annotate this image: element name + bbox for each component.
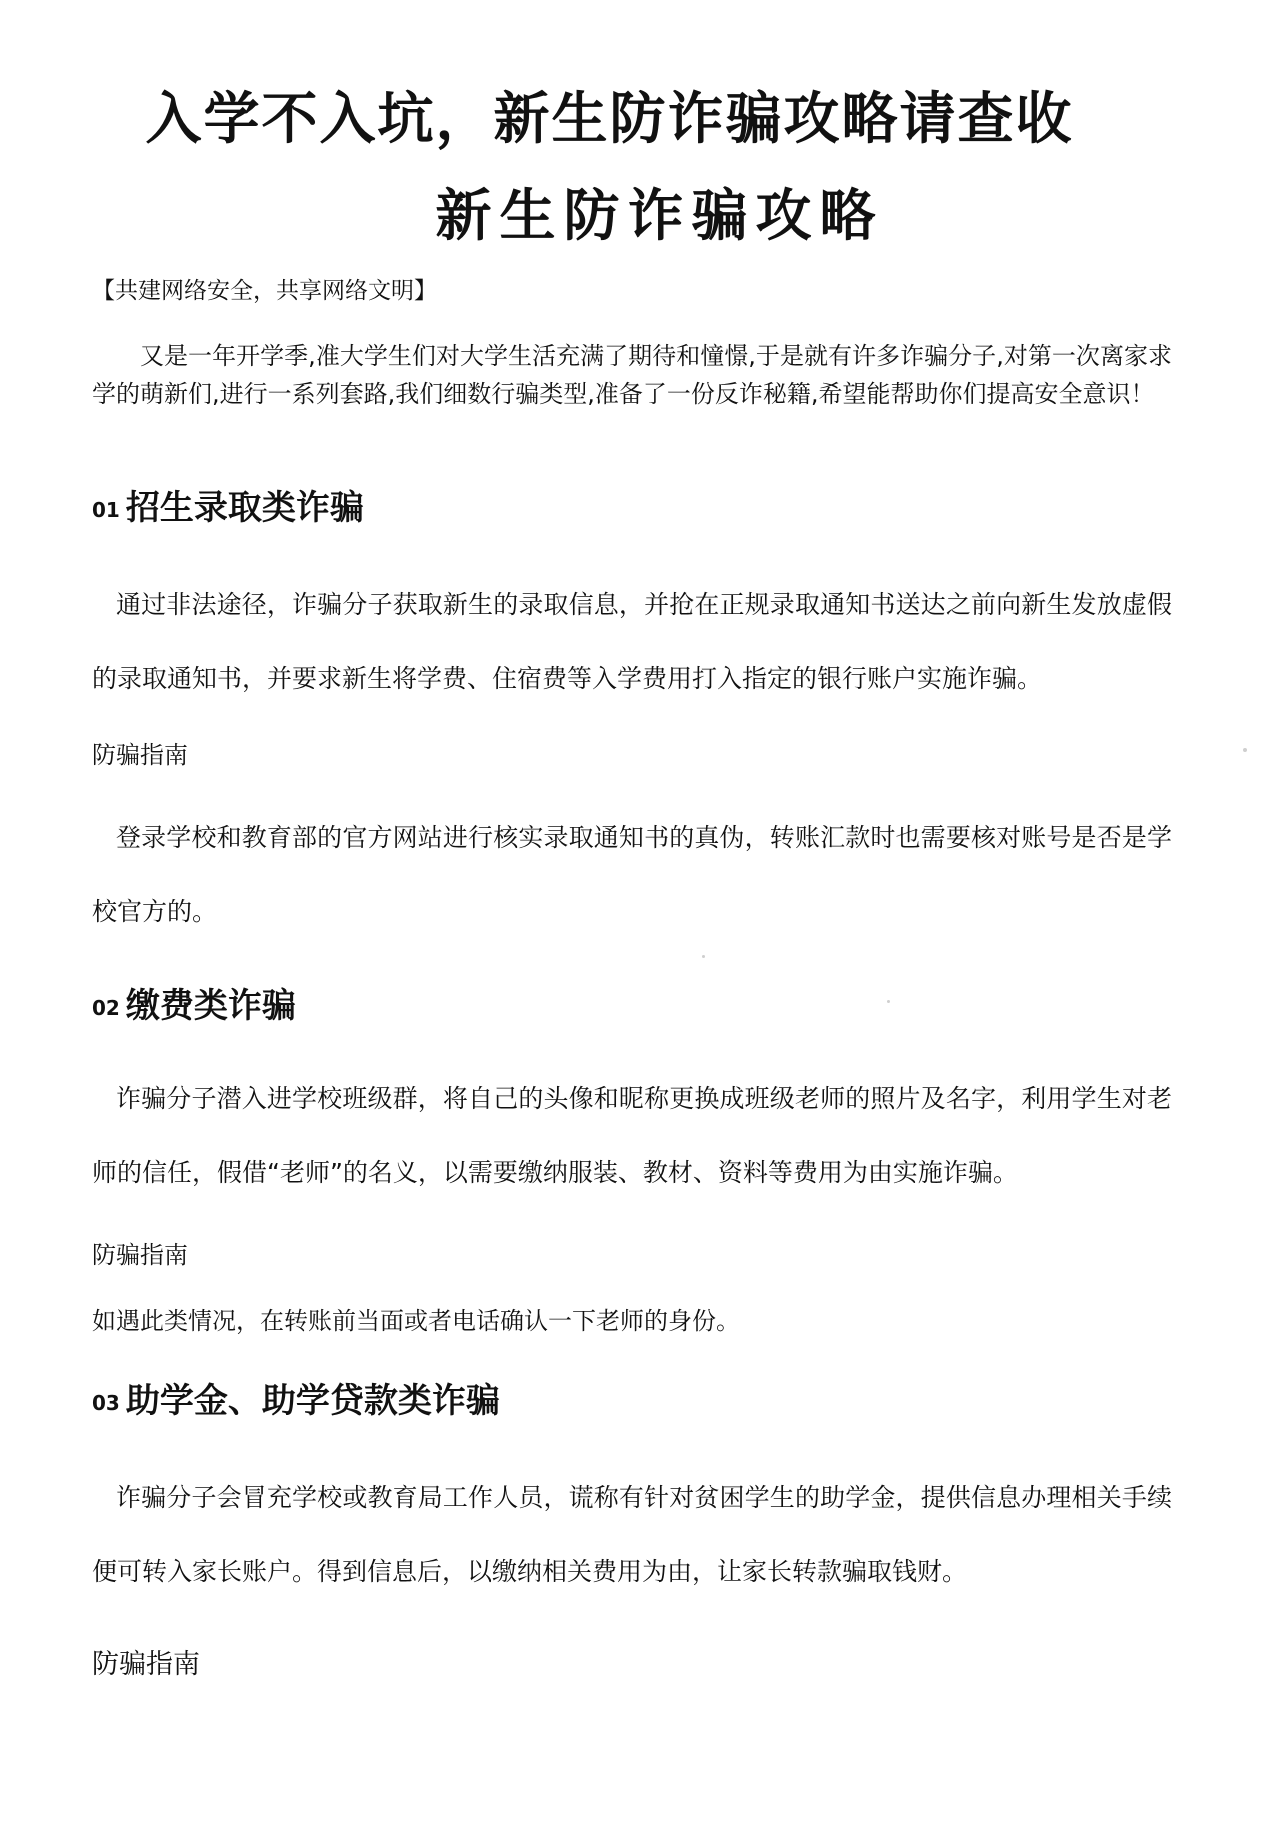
- sub-title: 新生防诈骗攻略: [435, 184, 884, 249]
- guide-text-01: 登录学校和教育部的官方网站进行核实录取通知书的真伪，转账汇款时也需要核对账号是否是学校官方的。: [92, 823, 1172, 926]
- section-number: 03: [92, 1391, 120, 1415]
- section-number: 01: [92, 498, 120, 522]
- guide-label-02: 防骗指南: [92, 1241, 188, 1269]
- scan-speck: [887, 1000, 890, 1003]
- section-heading-02: [92, 978, 1172, 1027]
- section-title: 助学金、助学贷款类诈骗: [125, 1381, 500, 1421]
- guide-label-03: 防骗指南: [92, 1649, 200, 1680]
- section-heading-01: [92, 480, 1172, 529]
- section-title: 招生录取类诈骗: [125, 488, 364, 528]
- intro-paragraph: 又是一年开学季,准大学生们对大学生活充满了期待和憧憬,于是就有许多诈骗分子,对第一次离家求学的萌新们,进行一系列套路,我们细数行骗类型,准备了一份反诈秘籍,希望能帮助你们提高安全意识！: [92, 342, 1172, 408]
- section-body-02: 诈骗分子潜入进学校班级群，将自己的头像和昵称更换成班级老师的照片及名字，利用学生对老师的信任，假借“老师”的名义，以需要缴纳服装、教材、资料等费用为由实施诈骗。: [92, 1084, 1172, 1187]
- section-body-03: 诈骗分子会冒充学校或教育局工作人员，谎称有针对贫困学生的助学金，提供信息办理相关手续便可转入家长账户。得到信息后，以缴纳相关费用为由，让家长转款骗取钱财。: [92, 1483, 1172, 1586]
- guide-text-02: 如遇此类情况，在转账前当面或者电话确认一下老师的身份。: [92, 1307, 740, 1335]
- main-title: 入学不入坑，新生防诈骗攻略请查收: [145, 87, 1074, 152]
- scan-speck: [702, 955, 705, 958]
- motto-line: 【共建网络安全，共享网络文明】: [92, 278, 437, 304]
- guide-label-01: 防骗指南: [92, 741, 188, 769]
- section-number: 02: [92, 996, 120, 1020]
- section-title: 缴费类诈骗: [125, 986, 296, 1026]
- scan-speck: [1243, 748, 1247, 752]
- section-body-01: 通过非法途径，诈骗分子获取新生的录取信息，并抢在正规录取通知书送达之前向新生发放虚假的录取通知书，并要求新生将学费、住宿费等入学费用打入指定的银行账户实施诈骗。: [92, 590, 1172, 693]
- section-heading-03: [92, 1373, 1172, 1422]
